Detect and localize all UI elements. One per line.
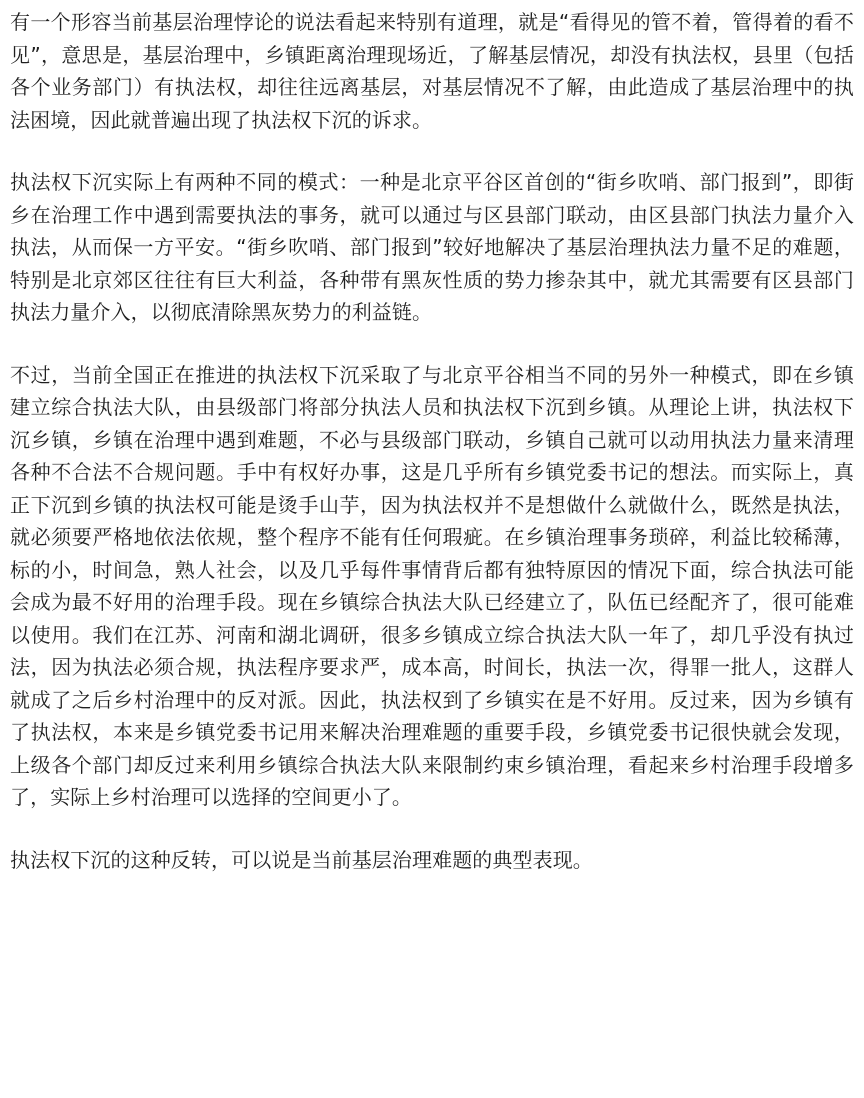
- paragraph-2: 执法权下沉实际上有两种不同的模式：一种是北京平谷区首创的“街乡吹哨、部门报到”，即街乡在治理工作中遇到需要执法的事务，就可以通过与区县部门联动，由区县部门执法力量介入执法，从而保一方平安。“街乡吹哨、部门报到”较好地解决了基层治理执法力量不足的难题，特别是北京郊区往往有巨大利益，各种带有黑灰性质的势力掺杂其中，就尤其需要有区县部门执法力量介入，以彻底清除黑灰势力的利益链。: [10, 170, 854, 324]
- paragraph-1: 有一个形容当前基层治理悖论的说法看起来特别有道理，就是“看得见的管不着，管得着的看不见”，意思是，基层治理中，乡镇距离治理现场近，了解基层情况，却没有执法权，县里（包括各个业务部门）有执法权，却往往远离基层，对基层情况不了解，由此造成了基层治理中的执法困境，因此就普遍出现了执法权下沉的诉求。: [10, 10, 854, 132]
- paragraph-3: 不过，当前全国正在推进的执法权下沉采取了与北京平谷相当不同的另外一种模式，即在乡镇建立综合执法大队，由县级部门将部分执法人员和执法权下沉到乡镇。从理论上讲，执法权下沉乡镇，乡镇在治理中遇到难题，不必与县级部门联动，乡镇自己就可以动用执法力量来清理各种不合法不合规问题。手中有权好办事，这是几乎所有乡镇党委书记的想法。而实际上，真正下沉到乡镇的执法权可能是烫手山芋，因为执法权并不是想做什么就做什么，既然是执法，就必须要严格地依法依规，整个程序不能有任何瑕疵。在乡镇治理事务琐碎，利益比较稀薄，标的小，时间急，熟人社会，以及几乎每件事情背后都有独特原因的情况下面，综合执法可能会成为最不好用的治理手段。现在乡镇综合执法大队已经建立了，队伍已经配齐了，很可能难以使用。我们在江苏、河南和湖北调研，很多乡镇成立综合执法大队一年了，却几乎没有执过法，因为执法必须合规，执法程序要求严，成本高，时间长，执法一次，得罪一批人，这群人就成了之后乡村治理中的反对派。因此，执法权到了乡镇实在是不好用。反过来，因为乡镇有了执法权，本来是乡镇党委书记用来解决治理难题的重要手段，乡镇党委书记很快就会发现，上级各个部门却反过来利用乡镇综合执法大队来限制约束乡镇治理，看起来乡村治理手段增多了，实际上乡村治理可以选择的空间更小了。: [10, 362, 854, 809]
- paragraph-4: 执法权下沉的这种反转，可以说是当前基层治理难题的典型表现。: [10, 847, 593, 872]
